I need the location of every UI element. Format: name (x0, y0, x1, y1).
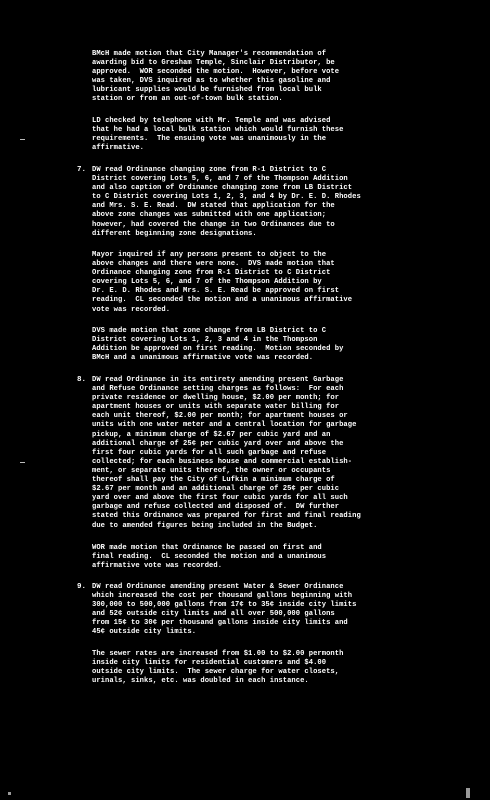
margin-mark (20, 139, 25, 140)
paragraph-lb-zone-motion: DVS made motion that zone change from LB District to C District covering Lots 1, 2, 3 and 4 in the Thompson Addition be approved on first reading. Motion seconded by BMcH and a unanimous affirmative vote was recorded. (92, 327, 344, 363)
item-number-9: 9. (77, 583, 87, 591)
item-number-8: 8. (77, 376, 87, 384)
scan-speck (8, 792, 11, 795)
item-number-7: 7. (77, 166, 87, 174)
paragraph-ordinance-passed: WOR made motion that Ordinance be passed on first and final reading. CL seconded the motion and a unanimous affirmative vote was recorded. (92, 544, 327, 571)
paragraph-zone-ordinance: DW read Ordinance changing zone from R-1 District to C District covering Lots 5, 6, and 7 of the Thompson Addition and also caption of Ordinance changing zone from LB District to C District covering Lots 1, 2, 3, and 4 by Dr. E. D. Rhodes and Mrs. S. E. Read. DW stated that application for the above zone changes was submitted with one application; however, had covered the change in two Ordinances due to different beginning zone designations. (92, 166, 361, 238)
paragraph-mayor-inquiry: Mayor inquired if any persons present to object to the above changes and there were none. DVS made motion that Ordinance changing zone from R-1 District to C District covering Lots 5, 6, and 7 of the Thompson Addition by Dr. E. D. Rhodes and Mrs. S. E. Read be approved on first reading. CL seconded the motion and a unanimous affirmative vote was recorded. (92, 251, 353, 314)
scan-speck (466, 788, 470, 798)
paragraph-bid-motion: BMcH made motion that City Manager's recommendation of awarding bid to Gresham Temple, Sinclair Distributor, be approved. WOR seconded the motion. However, before vote was taken, DVS inquired as to whether this gasoline and lubricant supplies would be furnished from local bulk station or from an out-of-town bulk station. (92, 50, 340, 104)
margin-mark (20, 462, 25, 463)
paragraph-water-sewer-ordinance: DW read Ordinance amending present Water & Sewer Ordinance which increased the cost per thousand gallons beginning with 300,000 to 500,000 gallons from 17¢ to 35¢ inside city limits and 52¢ outside city limits and all over 500,000 gallons from 15¢ to 30¢ per thousand gallons inside city limits and 45¢ outside city limits. (92, 583, 357, 637)
paragraph-telephone-check: LD checked by telephone with Mr. Temple and was advised that he had a local bulk station which would furnish these requirements. The ensuing vote was unanimously in the affirmative. (92, 117, 344, 153)
paragraph-garbage-ordinance: DW read Ordinance in its entirety amending present Garbage and Refuse Ordinance setting charges as follows: For each private residence or dwelling house, $2.00 per month; for apartment houses or units with separate water billing for each unit thereof, $2.00 per month; for apartment houses or units with one water meter and a central location for garbage pickup, a minimum charge of $2.67 per cubic yard and an additional charge of 25¢ per cubic yard over and above the first four cubic yards for all such garbage and refuse collected; for each business house and commercial establish- ment, or separate units thereof, the owner or occupants thereof shall pay the City of Lufkin a minimum charge of $2.67 per month and an additional charge of 25¢ per cubic yard over and above the first four cubic yards for all such garbage and refuse collected and disposed of. DW further stated this Ordinance was prepared for first and final reading due to amended figures being included in the Budget. (92, 376, 361, 530)
paragraph-sewer-rates: The sewer rates are increased from $1.00 to $2.00 permonth inside city limits for residential customers and $4.00 outside city limits. The sewer charge for water closets, urinals, sinks, etc. was doubled in each instance. (92, 650, 344, 686)
